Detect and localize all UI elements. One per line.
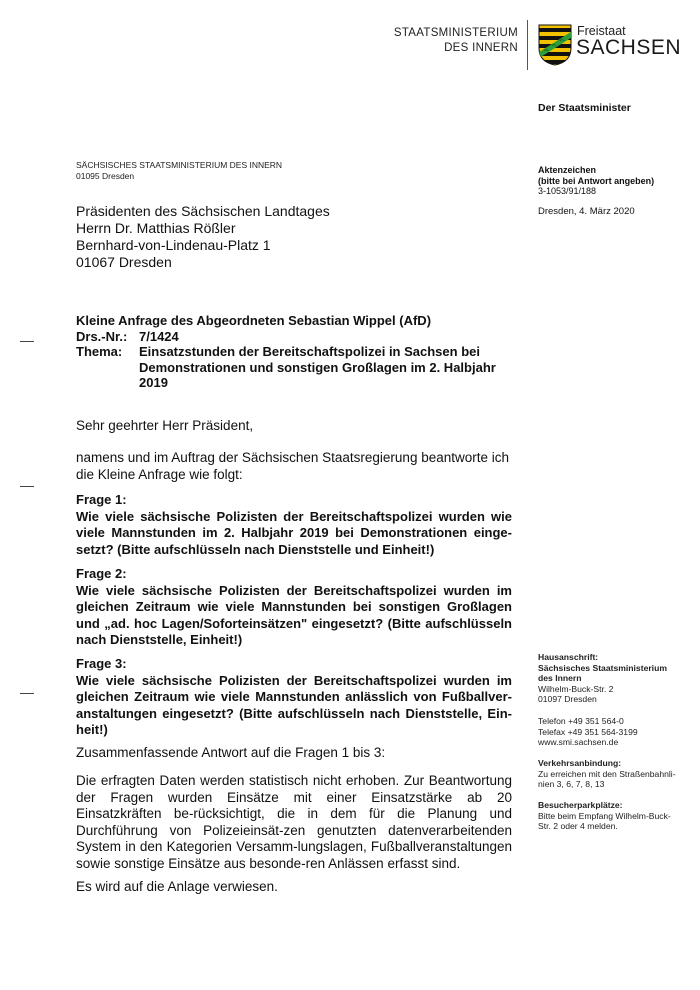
logo-freistaat: Freistaat	[577, 24, 626, 38]
transport-label: Verkehrsanbindung:	[538, 758, 622, 768]
address-city: 01097 Dresden	[538, 694, 597, 705]
question-3-text: Wie viele sächsische Polizisten der Bereitschaftspolizei wurden im gleichen Zeitraum wie viele Mannstunden anlässlich von Fußballver-anstaltungen eingesetzt? (Bitte aufschlüsseln nach Dienststelle, Ein-heit!)	[76, 672, 512, 737]
fold-mark	[20, 341, 34, 342]
address-name-2: des Innern	[538, 673, 582, 684]
subject-block	[76, 313, 516, 391]
closing-line: Es wird auf die Anlage verwiesen.	[76, 879, 278, 894]
question-1	[76, 492, 512, 558]
question-2-text: Wie viele sächsische Polizisten der Bereitschaftspolizei wurden im gleichen Zeitraum wie viele Mannstunden bei sonstigen Großlagen und „ad. hoc Lagen/Soforteinsätzen" eingesetzt? (Bitte aufschlüsseln nach Dienststelle, Einheit!)	[76, 582, 512, 647]
thema-label: Thema:	[76, 344, 123, 359]
answer-heading: Zusammenfassende Antwort auf die Fragen 1 bis 3:	[76, 745, 386, 760]
salutation: Sehr geehrter Herr Präsident,	[76, 418, 254, 433]
letter-date: Dresden, 4. März 2020	[538, 206, 635, 217]
recipient-line-3: Bernhard-von-Lindenau-Platz 1	[76, 237, 271, 253]
saxony-coat-of-arms-icon	[538, 24, 572, 66]
logo-sachsen: SACHSEN	[576, 36, 682, 59]
ministry-line-2: DES INNERN	[444, 42, 518, 54]
drs-label: Drs.-Nr.:	[76, 328, 128, 344]
ministry-line-1: STAATSMINISTERIUM	[393, 27, 518, 39]
question-1-label: Frage 1:	[76, 492, 127, 507]
answer-paragraph: Die erfragten Daten werden statistisch nicht erhoben. Zur Beantwortung der Fragen wurden Einsätze mit einer Einsatzstärke ab 20 Einsatzkräften be-rücksichtigt, die in dem für die Planung und Durchführung von Polizeieinsät-zen genutzten datenverarbeitenden System in den Kategorien Versamm-lungslagen, Fußballveranstaltungen sowie sonstige Einsätze aus besonde-ren Anlässen erfasst sind.	[76, 773, 512, 871]
fold-mark	[20, 486, 34, 487]
sidebar-address	[538, 652, 678, 705]
phone: Telefon +49 351 564-0	[538, 716, 624, 726]
question-3	[76, 656, 512, 739]
question-2-label: Frage 2:	[76, 566, 127, 581]
recipient-line-2: Herrn Dr. Matthias Rößler	[76, 220, 236, 236]
parking-line-1: Bitte beim Empfang Wilhelm-Buck-	[538, 810, 671, 821]
header-divider	[527, 20, 528, 70]
transport-line-1: Zu erreichen mit den Straßenbahnli-	[538, 768, 676, 779]
drs-value: 7/1424	[139, 328, 179, 344]
parking-label: Besucherparkplätze:	[538, 800, 623, 810]
reference-block	[538, 165, 654, 197]
question-1-text: Wie viele sächsische Polizisten der Bereitschaftspolizei wurden wie viele Mannstunden im 2. Halbjahr 2019 bei Demonstrationen einge-setzt? (Bitte aufschlüsseln nach Dienststelle und Einheit!)	[76, 508, 512, 557]
reference-label: Aktenzeichen	[538, 165, 597, 175]
question-3-label: Frage 3:	[76, 656, 127, 671]
thema-value: Einsatzstunden der Bereitschaftspolizei in Sachsen bei Demonstrationen und sonstigen Großlagen im 2. Halbjahr 2019	[139, 344, 496, 390]
subject-title: Kleine Anfrage des Abgeordneten Sebastian Wippel (AfD)	[76, 313, 432, 328]
ministry-name	[360, 26, 518, 56]
recipient-line-1: Präsidenten des Sächsischen Landtages	[76, 203, 330, 219]
sidebar-transport	[538, 758, 678, 790]
sender-line-1: SÄCHSISCHES STAATSMINISTERIUM DES INNERN	[76, 160, 283, 170]
intro-paragraph: namens und im Auftrag der Sächsischen Staatsregierung beantworte ich die Kleine Anfrage wie folgt:	[76, 450, 510, 482]
reference-number: 3-1053/91/188	[538, 186, 597, 196]
address-street: Wilhelm-Buck-Str. 2	[538, 683, 614, 694]
address-label: Hausanschrift:	[538, 652, 599, 662]
sender-line-2: 01095 Dresden	[76, 170, 135, 181]
fold-mark	[20, 693, 34, 694]
parking-line-2: Str. 2 oder 4 melden.	[538, 821, 618, 832]
website-link[interactable]: www.smi.sachsen.de	[538, 737, 619, 748]
reference-note: (bitte bei Antwort angeben)	[538, 175, 655, 186]
minister-title: Der Staatsminister	[538, 102, 631, 114]
recipient-line-4: 01067 Dresden	[76, 254, 172, 270]
recipient-address	[76, 203, 330, 271]
fax: Telefax +49 351 564-3199	[538, 726, 638, 737]
sender-address	[76, 160, 282, 181]
question-2	[76, 566, 512, 649]
sidebar-parking	[538, 800, 678, 832]
address-name-1: Sächsisches Staatsministerium	[538, 662, 667, 673]
sidebar-contact	[538, 716, 678, 748]
transport-line-2: nien 3, 6, 7, 8, 13	[538, 779, 605, 790]
